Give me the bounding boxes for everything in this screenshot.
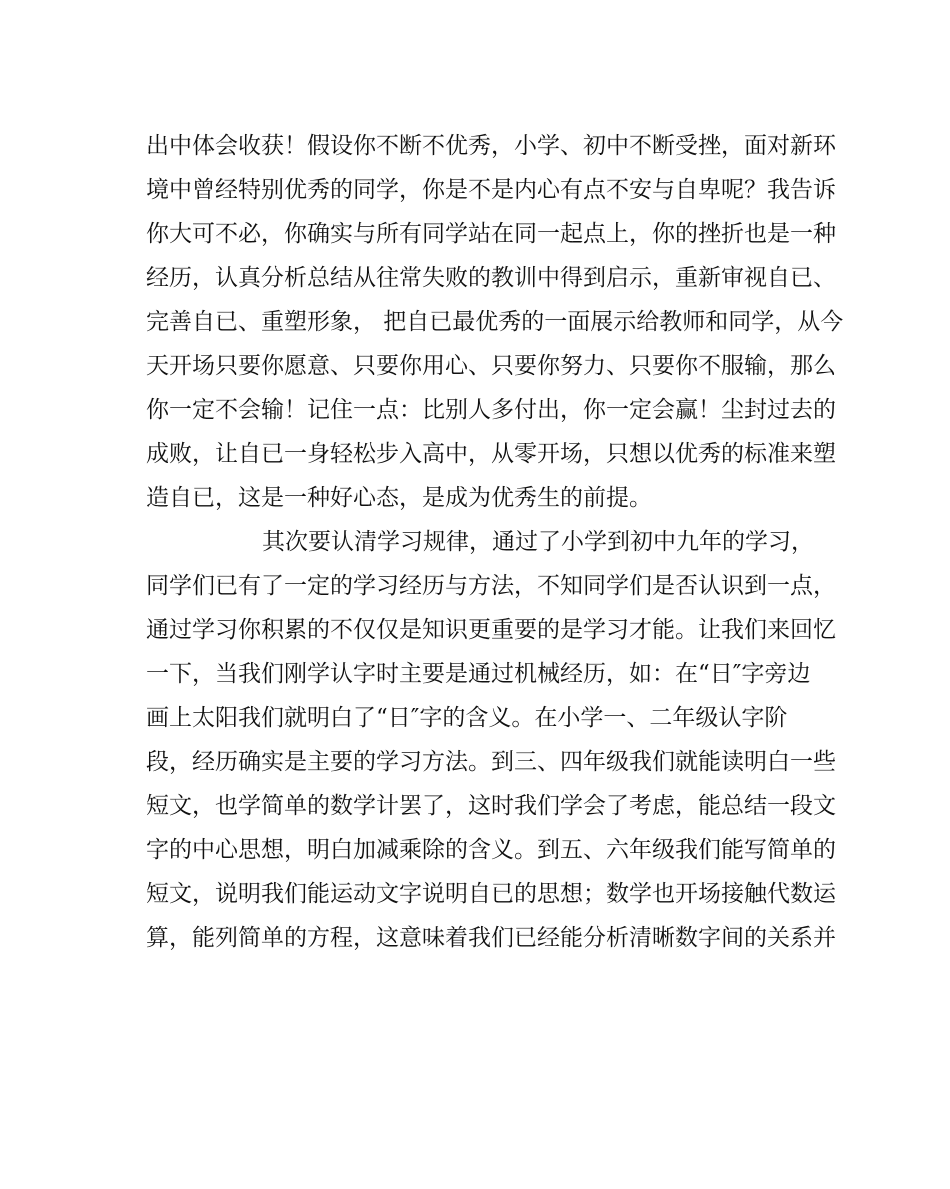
text-line: 成败，让自已一身轻松步入高中，从零开场，只想以优秀的标准来塑 [146, 441, 836, 467]
text-line: 天开场只要你愿意、只要你用心、只要你努力、只要你不服输，那么 [146, 353, 836, 379]
text-line: 经历，认真分析总结从往常失败的教训中得到启示，重新审视自已、 [146, 265, 836, 291]
text-line: 短文，也学简单的数学计罢了，这时我们学会了考虑，能总结一段文 [146, 793, 836, 819]
text-line: 字的中心思想，明白加减乘除的含义。到五、六年级我们能写简单的 [146, 837, 836, 863]
text-line: 同学们已有了一定的学习经历与方法，不知同学们是否认识到一点， [146, 573, 836, 599]
text-line: 境中曾经特别优秀的同学，你是不是内心有点不安与自卑呢？我告诉 [146, 177, 836, 203]
text-line: 段，经历确实是主要的学习方法。到三、四年级我们就能读明白一些 [146, 749, 836, 775]
paragraph-first-line: 其次要认清学习规律，通过了小学到初中九年的学习， [262, 529, 814, 555]
text-line: 你大可不必，你确实与所有同学站在同一起点上，你的挫折也是一种 [146, 221, 836, 247]
text-line: 算，能列简单的方程，这意味着我们已经能分析清晰数字间的关系并 [146, 925, 836, 951]
text-line: 通过学习你积累的不仅仅是知识更重要的是学习才能。让我们来回忆 [146, 617, 836, 643]
text-line: 短文，说明我们能运动文字说明自已的思想；数学也开场接触代数运 [146, 881, 836, 907]
text-line: 你一定不会输！记住一点：比别人多付出，你一定会赢！尘封过去的 [146, 397, 836, 423]
text-line: 画上太阳我们就明白了“日″字的含义。在小学一、二年级认字阶 [146, 705, 788, 731]
text-line: 一下，当我们刚学认字时主要是通过机械经历，如：在“日″字旁边 [146, 661, 811, 687]
text-line: 出中体会收获！假设你不断不优秀，小学、初中不断受挫，面对新环 [146, 133, 836, 159]
text-line: 完善自已、重塑形象， 把自已最优秀的一面展示给教师和同学，从今 [146, 309, 844, 335]
text-line: 造自已，这是一种好心态，是成为优秀生的前提。 [146, 485, 652, 511]
